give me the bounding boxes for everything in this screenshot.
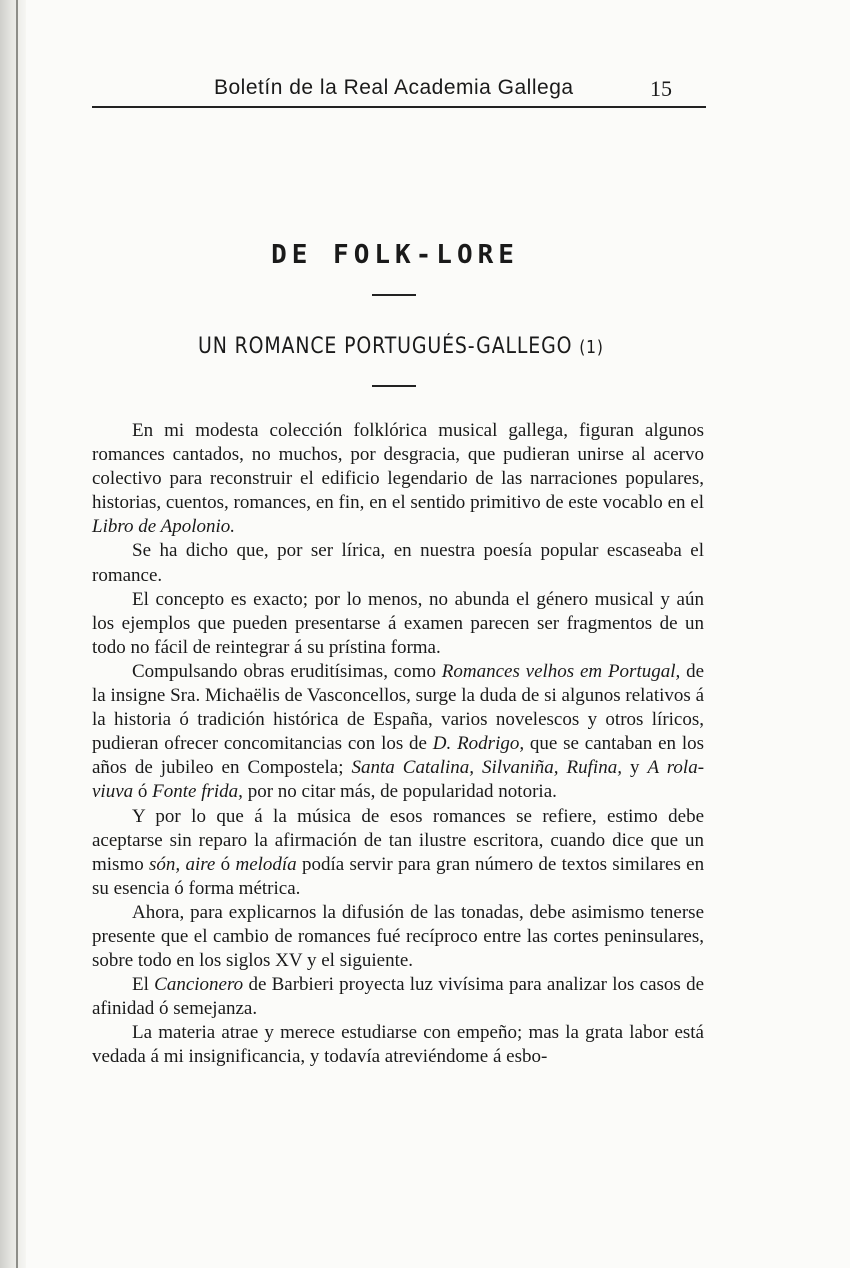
italic-title: Romances velhos em Portugal,	[441, 660, 681, 682]
paragraph-text: ó	[137, 781, 148, 803]
italic-title: Santa Catalina, Silvaniña, Rufina,	[351, 757, 622, 779]
paragraph-5	[92, 805, 704, 901]
paragraph-text: En mi modesta colección folklórica musical gallega, figuran algunos romances cantados, no muchos, por desgracia, que pudieran unirse al acervo colectivo para reconstruir el edificio legendario de las narraciones populares, historias, cuentos, romances, en fin, en el sentido primitivo de este vocablo en el	[92, 420, 704, 514]
paragraph-text: Compulsando obras eruditísimas, como	[132, 660, 436, 682]
paragraph-text: y	[629, 757, 640, 779]
paragraph-text: de la insigne Sra. Michaëlis de Vasconcellos, surge la duda de si algunos relativos á la historia ó tradición histórica de España, varios novelescos y otros líricos, pudieran ofrecer concomitancias con los de	[92, 660, 705, 755]
italic-title: A rola-viuva	[92, 757, 705, 803]
paragraph-7	[92, 973, 704, 1021]
paragraph-4	[92, 660, 704, 805]
paragraph-text: por no citar más, de popularidad notoria.	[247, 781, 557, 803]
article-subtitle	[198, 334, 604, 359]
paragraph-text: podía servir para gran número de textos similares en su esencia ó forma métrica.	[92, 853, 705, 899]
paragraph-text: El	[132, 974, 149, 996]
paragraph-1	[92, 419, 704, 539]
subtitle-text: UN ROMANCE PORTUGUÉS-GALLEGO	[198, 334, 573, 359]
section-title: DE FOLK-LORE	[271, 240, 519, 270]
italic-title: D. Rodrigo,	[432, 733, 525, 755]
footnote-mark: (1)	[579, 337, 604, 358]
subtitle-divider	[372, 385, 416, 387]
paragraph-3: El concepto es exacto; por lo menos, no abunda el género musical y aún los ejemplos que pueden presentarse á examen parecen ser fragmentos de un todo no fácil de reintegrar á su prístina forma.	[92, 588, 704, 658]
italic-title: Libro de Apolonio.	[92, 516, 236, 538]
italic-title: Cancionero	[154, 974, 244, 996]
paragraph-text: de Barbieri proyecta luz vivísima para analizar los casos de afinidad ó semejanza.	[92, 974, 705, 1020]
paragraph-8: La materia atrae y merece estudiarse con empeño; mas la grata labor está vedada á mi insignificancia, y todavía atreviéndome á esbo-	[92, 1022, 704, 1068]
paragraph-6: Ahora, para explicarnos la difusión de las tonadas, debe asimismo tenerse presente que el cambio de romances fué recíproco entre las cortes peninsulares, sobre todo en los siglos XV y el siguiente.	[92, 901, 704, 972]
article-body	[92, 419, 704, 1070]
paragraph-text: ó	[220, 853, 231, 875]
page-binding-edge	[0, 0, 26, 1268]
header-rule	[92, 106, 706, 108]
italic-title: Fonte frida,	[152, 781, 243, 803]
italic-term: són, aire	[149, 853, 216, 875]
paragraph-text: Y por lo que á la música de esos romances se refiere, estimo debe aceptarse sin reparo la afirmación de tan ilustre escritora, cuando dice que un mismo	[92, 805, 704, 875]
paragraph-text: que se cantaban en los años de jubileo en Compostela;	[92, 733, 705, 779]
journal-title: Boletín de la Real Academia Gallega	[214, 76, 574, 99]
page-number: 15	[650, 76, 672, 101]
paragraph-2: Se ha dicho que, por ser lírica, en nuestra poesía popular escaseaba el romance.	[92, 540, 704, 586]
running-header	[92, 72, 706, 108]
italic-term: melodía	[235, 853, 297, 875]
title-divider	[372, 294, 416, 296]
